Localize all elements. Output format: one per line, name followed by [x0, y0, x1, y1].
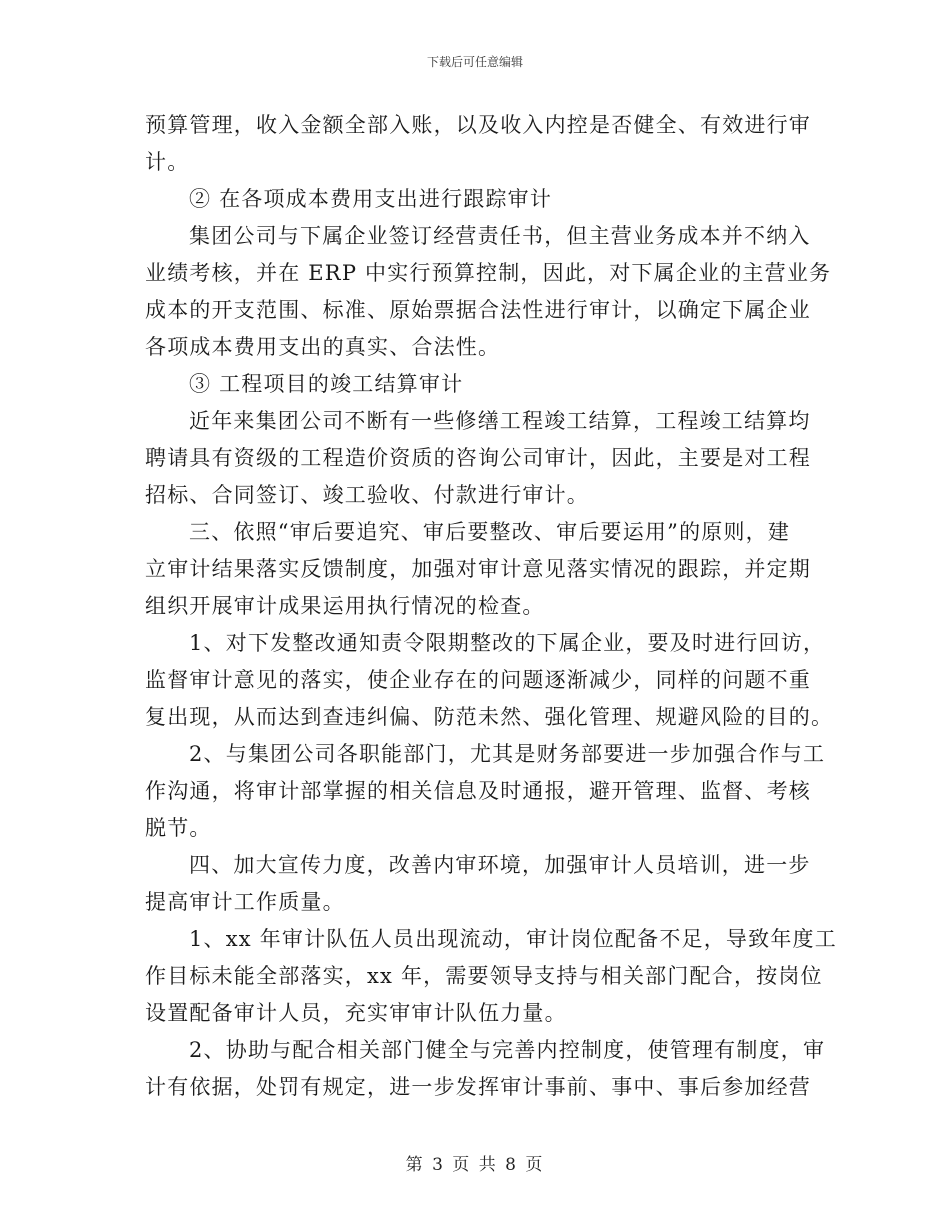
text-line: 四、加大宣传力度，改善内审环境，加强审计人员培训，进一步	[189, 853, 811, 877]
text-line: 设置配备审计人员，充实审审计队伍力量。	[145, 1001, 567, 1025]
text-line: 1、对下发整改通知责令限期整改的下属企业，要及时进行回访，	[189, 631, 826, 655]
text-line: 提高审计工作质量。	[145, 890, 345, 914]
text-line: 各项成本费用支出的真实、合法性。	[145, 335, 501, 359]
text-line: 脱节。	[145, 816, 212, 840]
text-line: 三、依照“审后要追究、审后要整改、审后要运用”的原则，建	[189, 520, 791, 544]
text-line: 立审计结果落实反馈制度，加强对审计意见落实情况的跟踪，并定期	[145, 557, 811, 581]
text-line: 业绩考核，并在 ERP 中实行预算控制，因此，对下属企业的主营业务	[145, 261, 832, 285]
text-line: 1、xx 年审计队伍人员出现流动，审计岗位配备不足，导致年度工	[189, 927, 837, 951]
text-line: 作目标未能全部落实，xx 年，需要领导支持与相关部门配合，按岗位	[145, 964, 823, 988]
document-body	[145, 107, 837, 1106]
text-line: 计。	[145, 150, 190, 174]
text-line: ② 在各项成本费用支出进行跟踪审计	[189, 187, 553, 211]
text-line: 预算管理，收入金额全部入账，以及收入内控是否健全、有效进行审	[145, 113, 811, 137]
text-line: 复出现，从而达到查违纠偏、防范未然、强化管理、规避风险的目的。	[145, 705, 834, 729]
text-line: 成本的开支范围、标准、原始票据合法性进行审计，以确定下属企业	[145, 298, 811, 322]
body-text	[145, 107, 837, 1106]
text-line: 招标、合同签订、竣工验收、付款进行审计。	[145, 483, 589, 507]
text-line: 2、协助与配合相关部门健全与完善内控制度，使管理有制度，审	[189, 1038, 826, 1062]
text-line: 近年来集团公司不断有一些修缮工程竣工结算，工程竣工结算均	[189, 409, 811, 433]
page-footer: 第 3 页 共 8 页	[405, 1155, 545, 1175]
text-line: ③ 工程项目的竣工结算审计	[189, 372, 464, 396]
text-line: 计有依据，处罚有规定，进一步发挥审计事前、事中、事后参加经营	[145, 1075, 811, 1099]
text-line: 组织开展审计成果运用执行情况的检查。	[145, 594, 545, 618]
page-header: 下载后可任意编辑	[426, 55, 523, 69]
text-line: 2、与集团公司各职能部门，尤其是财务部要进一步加强合作与工	[189, 742, 826, 766]
text-line: 集团公司与下属企业签订经营责任书，但主营业务成本并不纳入	[189, 224, 811, 248]
text-line: 作沟通，将审计部掌握的相关信息及时通报，避开管理、监督、考核	[145, 779, 811, 803]
text-line: 监督审计意见的落实，使企业存在的问题逐渐减少，同样的问题不重	[145, 668, 811, 692]
text-line: 聘请具有资级的工程造价资质的咨询公司审计，因此，主要是对工程	[145, 446, 811, 470]
